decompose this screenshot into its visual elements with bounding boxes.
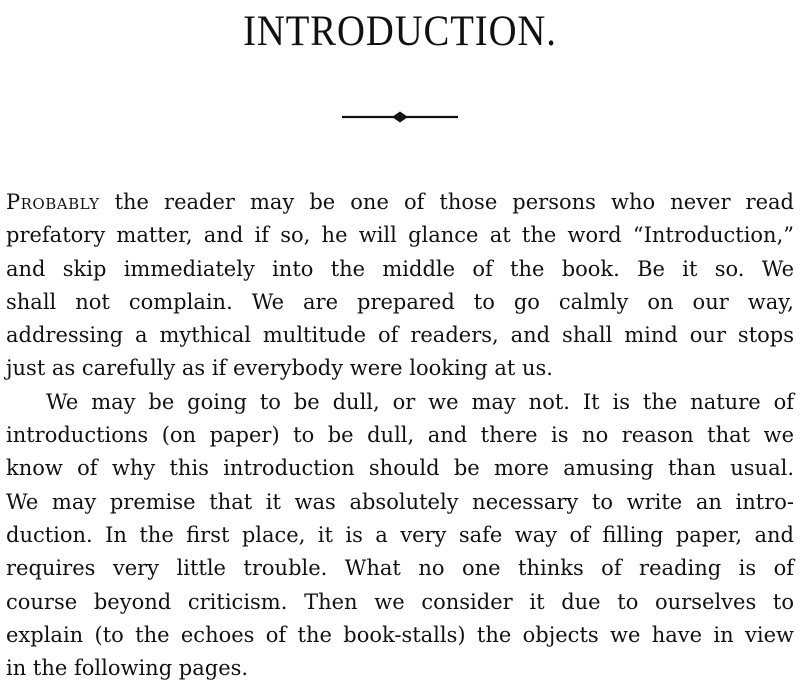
text-line (6, 186, 794, 219)
text-line: explain (to the echoes of the book-stalls) the objects we have in view (6, 622, 794, 647)
text-line: We may be going to be dull, or we may not. It is the nature of (46, 389, 794, 414)
text-line: shall not complain. We are prepared to go calmly on our way, (6, 289, 794, 314)
text-line: duction. In the first place, it is a very safe way of filling paper, and (6, 522, 794, 547)
lead-word: Probably (6, 190, 100, 214)
text-line: requires very little trouble. What no one thinks of reading is of (6, 556, 794, 581)
ornament-divider-icon (342, 110, 458, 124)
text-line: prefatory matter, and if so, he will glance at the word “Introduction,” (6, 223, 794, 248)
text-line: and skip immediately into the middle of the book. Be it so. We (6, 256, 794, 281)
text-line: addressing a mythical multitude of readers, and shall mind our stops (6, 323, 794, 348)
chapter-title: INTRODUCTION. (243, 8, 557, 55)
text-line: just as carefully as if everybody were looking at us. (6, 356, 553, 381)
text-line: know of why this introduction should be more amusing than usual. (6, 456, 794, 481)
text-line: introductions (on paper) to be dull, and there is no reason that we (6, 423, 794, 448)
text-line: We may premise that it was absolutely necessary to write an intro- (6, 489, 794, 514)
text-line-rest: the reader may be one of those persons who never read (99, 190, 794, 214)
text-line: course beyond criticism. Then we consider it due to ourselves to (6, 589, 794, 614)
text-line: in the following pages. (6, 656, 249, 681)
body-text (6, 186, 794, 685)
